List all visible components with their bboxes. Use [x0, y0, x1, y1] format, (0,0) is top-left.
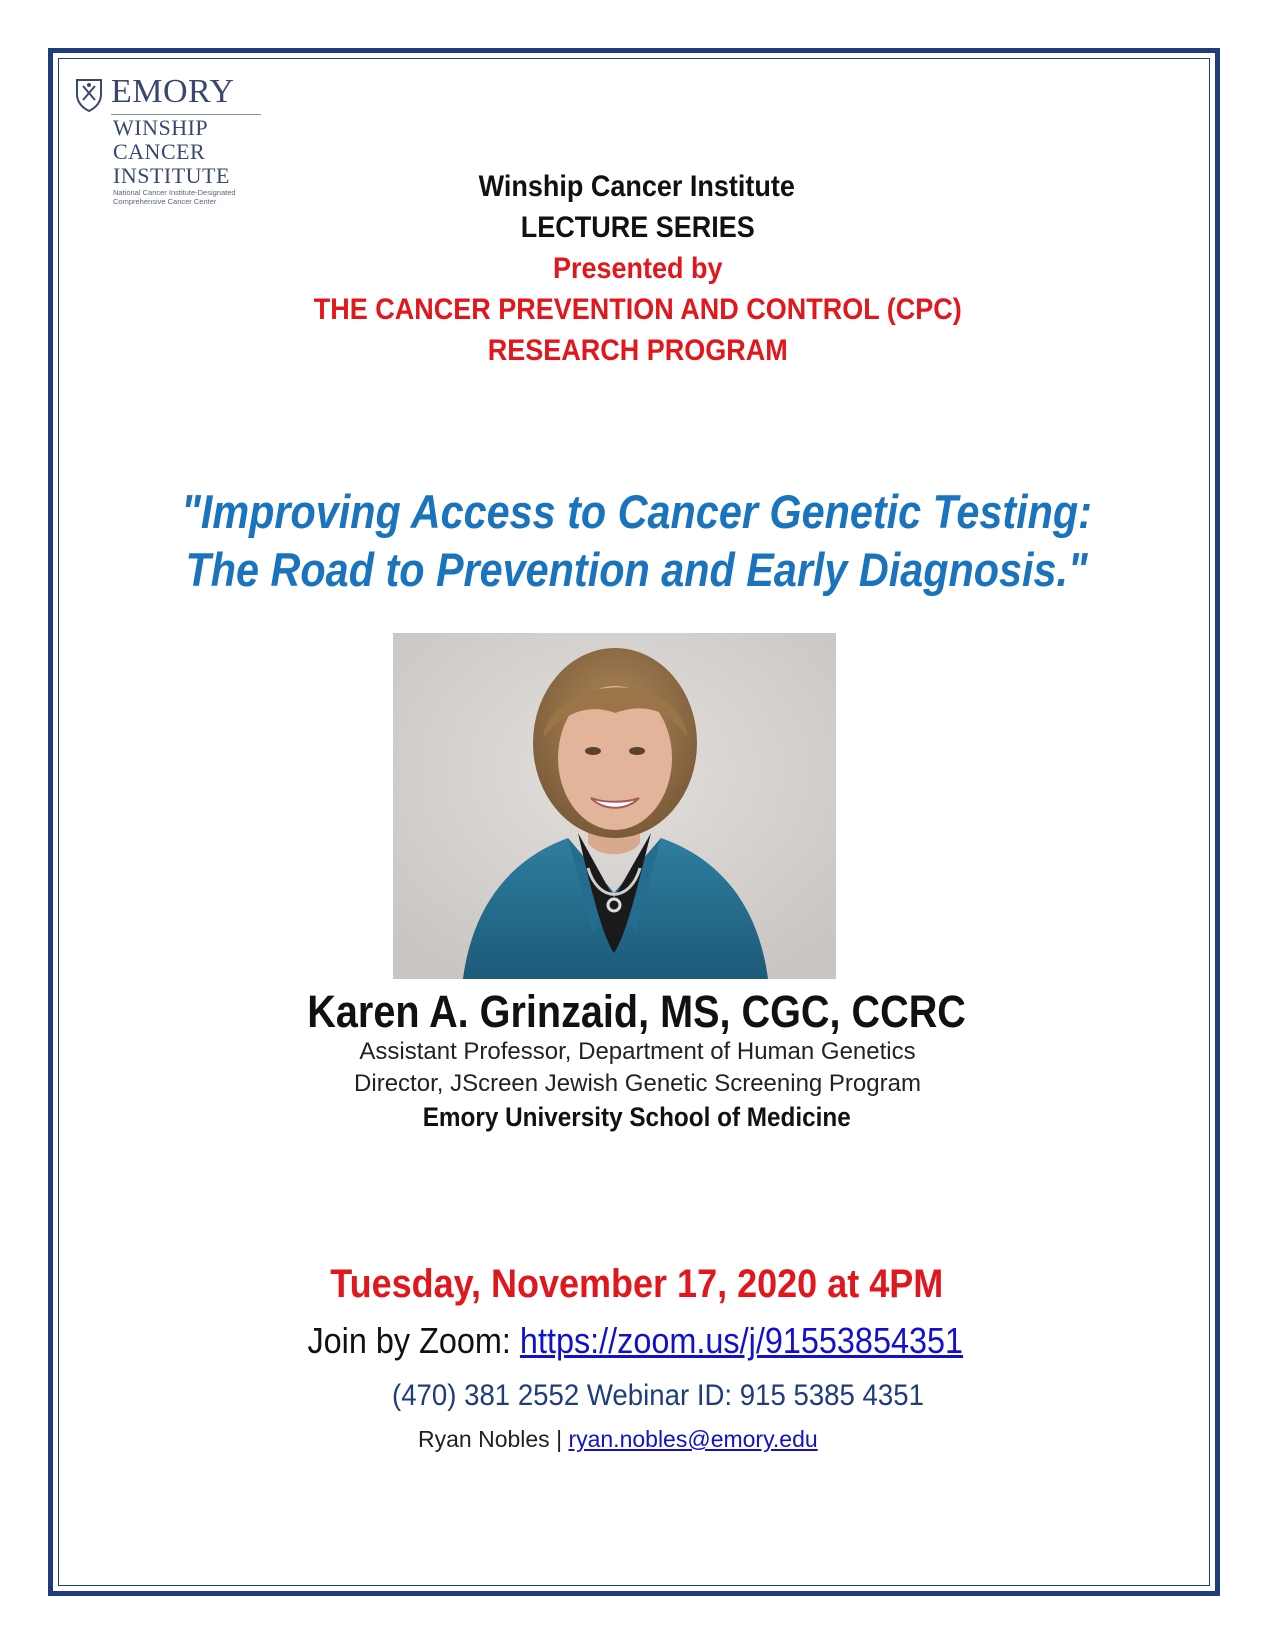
speaker-name: Karen A. Grinzaid, MS, CGC, CCRC — [307, 986, 966, 1037]
header-institute: Winship Cancer Institute — [478, 170, 795, 203]
contact-line — [418, 1426, 818, 1453]
header-presented-by: Presented by — [552, 252, 723, 285]
logo-tagline-line: National Cancer Institute-Designated — [113, 188, 236, 197]
logo-winship-line: CANCER — [113, 139, 206, 164]
speaker-role-2: Director, JScreen Jewish Genetic Screening Program — [354, 1070, 921, 1097]
speaker-role-1: Assistant Professor, Department of Human Genetics — [359, 1038, 916, 1065]
speaker-photo — [393, 633, 836, 979]
zoom-prefix: Join by Zoom: — [307, 1320, 520, 1361]
logo-winship-line: INSTITUTE — [113, 163, 230, 188]
speaker-school: Emory University School of Medicine — [422, 1102, 851, 1132]
contact-email-link[interactable]: ryan.nobles@emory.edu — [568, 1426, 818, 1452]
lecture-title-line1: "Improving Access to Cancer Genetic Testing: — [181, 485, 1092, 538]
zoom-line — [62, 1320, 1210, 1362]
header-series: LECTURE SERIES — [520, 211, 755, 244]
header-program-name: THE CANCER PREVENTION AND CONTROL (CPC) — [313, 293, 962, 326]
logo-winship-line: WINSHIP — [113, 115, 209, 140]
logo-tagline-line: Comprehensive Cancer Center — [113, 197, 217, 206]
lecture-title-line2: The Road to Prevention and Early Diagnosis." — [185, 543, 1088, 596]
phone-webinar-id: (470) 381 2552 Webinar ID: 915 5385 4351 — [392, 1379, 924, 1412]
speaker-portrait — [393, 633, 836, 979]
emory-shield-icon — [75, 78, 103, 112]
event-date: Tuesday, November 17, 2020 at 4PM — [330, 1262, 944, 1306]
logo-emory-text: EMORY — [111, 73, 235, 110]
zoom-link[interactable]: https://zoom.us/j/91553854351 — [519, 1320, 964, 1361]
header-program-suffix: RESEARCH PROGRAM — [487, 334, 788, 367]
contact-name: Ryan Nobles | — [418, 1426, 569, 1452]
